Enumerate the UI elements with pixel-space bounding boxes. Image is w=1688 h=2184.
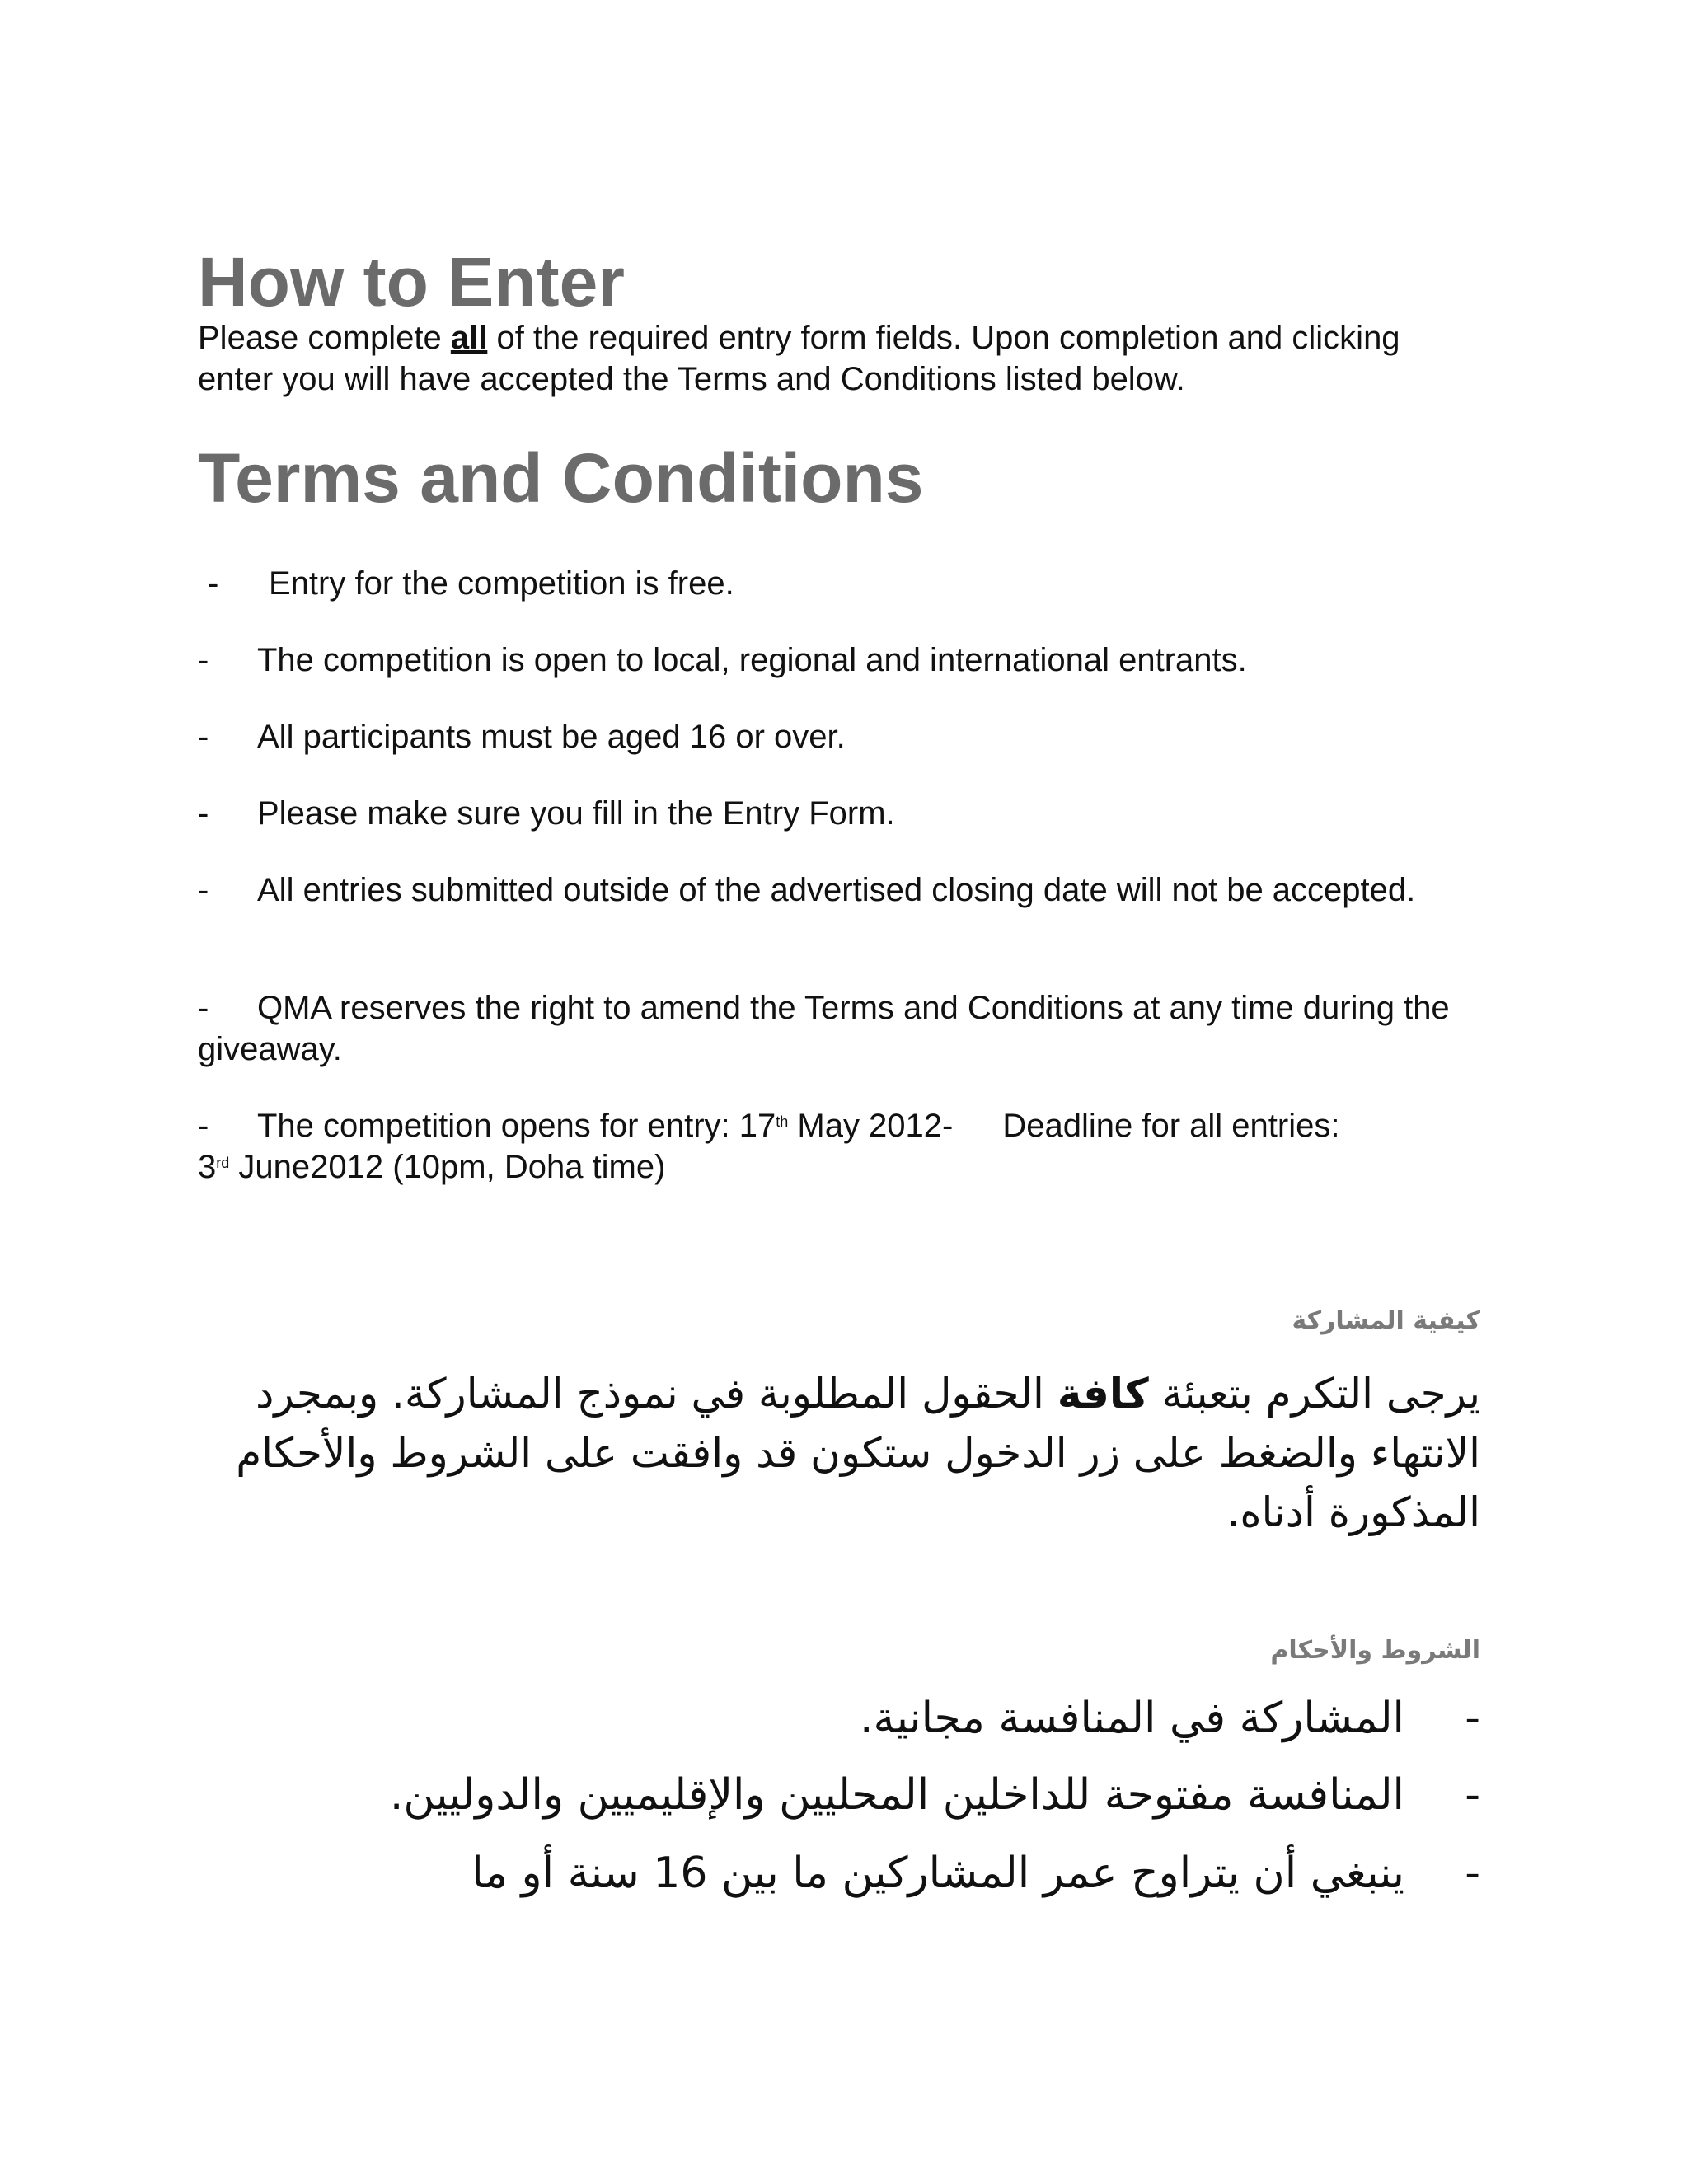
bullet-dash: - <box>198 795 209 832</box>
terms-item <box>198 640 1484 681</box>
terms-item-dates <box>198 1105 1484 1188</box>
bullet-dash: - <box>198 990 209 1026</box>
terms-item-text: The competition is open to local, regional and international entrants. <box>257 642 1247 678</box>
terms-item <box>198 987 1484 1070</box>
terms-item <box>198 793 1484 834</box>
bullet-dash: - <box>198 1108 209 1144</box>
deadline-suffix: rd <box>216 1155 230 1171</box>
arabic-terms-item <box>195 1849 1480 1898</box>
terms-item-text: Please make sure you fill in the Entry Form. <box>257 795 895 832</box>
arabic-how-emphasis: كافة <box>1057 1370 1149 1418</box>
opens-suffix: th <box>776 1113 789 1130</box>
deadline-date: June2012 (10pm, Doha time) <box>229 1149 666 1185</box>
deadline-day: 3 <box>198 1149 217 1185</box>
bullet-dash: - <box>1465 1694 1480 1743</box>
arabic-terms-item-text: المشاركة في المنافسة مجانية. <box>860 1694 1404 1743</box>
bullet-dash: - <box>208 565 219 602</box>
terms-item <box>198 716 1484 757</box>
terms-item-text: Entry for the competition is free. <box>269 565 734 602</box>
opens-date: May 2012- <box>788 1108 954 1144</box>
how-to-enter-paragraph <box>198 317 1484 400</box>
bullet-dash: - <box>1465 1770 1480 1820</box>
opens-label: The competition opens for entry: 17 <box>257 1108 776 1144</box>
bullet-dash: - <box>198 872 209 908</box>
terms-item-text: QMA reserves the right to amend the Terms and Conditions at any time during the giveaway. <box>198 990 1450 1067</box>
bullet-dash: - <box>1465 1849 1480 1898</box>
arabic-terms-item <box>195 1694 1480 1743</box>
terms-item <box>198 869 1484 911</box>
arabic-how-heading: كيفية المشاركة <box>1292 1306 1480 1335</box>
terms-item-text: All participants must be aged 16 or over. <box>257 719 846 755</box>
bullet-dash: - <box>198 642 209 678</box>
how-to-enter-text-start: Please complete <box>198 320 451 356</box>
arabic-how-text-start: يرجى التكرم بتعبئة <box>1148 1370 1480 1418</box>
how-to-enter-text-end: of the required entry form fields. Upon completion and clicking enter you will have accepted the Terms and Conditions listed below. <box>198 320 1400 397</box>
arabic-terms-item-text: المنافسة مفتوحة للداخلين المحليين والإقليميين والدوليين. <box>389 1770 1404 1820</box>
arabic-how-paragraph <box>195 1364 1480 1542</box>
terms-heading: Terms and Conditions <box>198 439 924 517</box>
bullet-dash: - <box>198 719 209 755</box>
deadline-label: Deadline for all entries: <box>1002 1108 1340 1144</box>
arabic-how-text-end: الحقول المطلوبة في نموذج المشاركة. وبمجرد الانتهاء والضغط على زر الدخول ستكون قد وافقت على الشروط والأحكام المذكورة أدناه. <box>236 1370 1480 1536</box>
arabic-terms-item <box>195 1770 1480 1820</box>
arabic-terms-heading: الشروط والأحكام <box>1270 1636 1480 1665</box>
how-to-enter-heading: How to Enter <box>198 243 625 321</box>
arabic-terms-item-text: ينبغي أن يتراوح عمر المشاركين ما بين 16 سنة أو ما <box>471 1849 1404 1898</box>
terms-item <box>198 563 1484 604</box>
terms-item-text: All entries submitted outside of the advertised closing date will not be accepted. <box>257 872 1416 908</box>
how-to-enter-emphasis: all <box>450 320 488 356</box>
